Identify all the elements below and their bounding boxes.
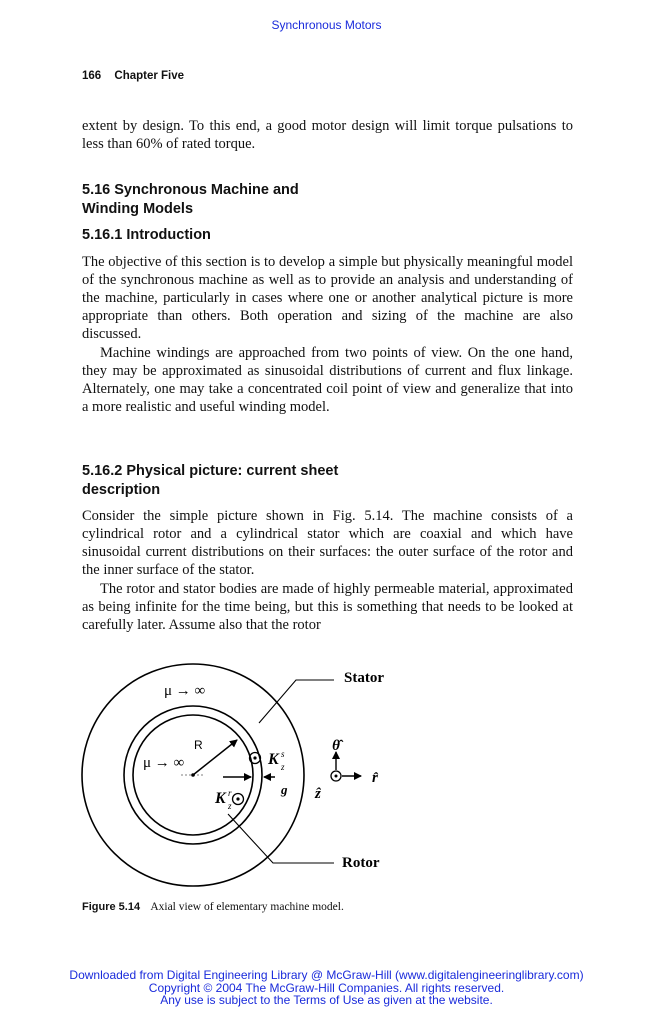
figure-caption-text: Axial view of elementary machine model. [150, 901, 344, 913]
z-axis-dot [335, 775, 338, 778]
page-header [82, 70, 184, 82]
rotor-current-label: K [215, 790, 226, 807]
section-heading-line: Winding Models [82, 200, 194, 217]
chapter-label: Chapter Five [114, 70, 185, 82]
page-number: 166 [82, 70, 102, 82]
rotor-permeability-label: μ → ∞ [143, 755, 185, 771]
footer-line-copyright[interactable]: Copyright © 2004 The McGraw-Hill Companies. All rights reserved. [148, 980, 505, 995]
footer-line-source[interactable]: Downloaded from Digital Engineering Library @ McGraw-Hill (www.digitalengineeringlibrary.com) [69, 968, 584, 982]
paragraph-introduction-2: Machine windings are approached from two points of view. On the one hand, they may be approximated as sinusoidal distributions of current and flux linkage. Alternately, one may take a concentrated coil point of view and generalize that into a more realistic and useful winding model. [82, 345, 573, 415]
rotor-current-subscript: z [228, 801, 232, 811]
stator-permeability-label: μ → ∞ [164, 683, 206, 699]
stator-leader-line [259, 680, 334, 723]
download-footer [0, 969, 653, 1007]
figure-caption [82, 901, 344, 913]
figure-5-14-diagram [78, 660, 398, 890]
rotor-label: Rotor [342, 855, 380, 871]
paragraph-continuation: extent by design. To this end, a good motor design will limit torque pulsations to less than 60% of rated torque. [82, 118, 573, 152]
paragraph-introduction-1: The objective of this section is to develop a simple but physically meaningful model of the synchronous machine as well as to provide an analysis and understanding of the machine, particularly in cases where one or another analytical picture is more appropriate than others. Both operation and sizing of the machine are also discussed. [82, 254, 573, 342]
subsection-heading-line: 5.16.2 Physical picture: current sheet [82, 463, 339, 479]
running-title: Synchronous Motors [271, 18, 382, 32]
section-heading-line: 5.16 Synchronous Machine and [82, 182, 299, 198]
stator-current-subscript: z [281, 762, 285, 772]
theta-axis-label: θ̂ [332, 738, 340, 754]
footer-line-terms[interactable]: Any use is subject to the Terms of Use as given at the website. [160, 993, 493, 1007]
gap-label: g [281, 782, 288, 797]
stator-current-label: K [268, 751, 279, 768]
stator-label: Stator [344, 670, 384, 686]
figure-caption-label: Figure 5.14 [82, 901, 141, 913]
z-axis-label: ẑ [315, 786, 321, 802]
paragraph-physical-picture-1: Consider the simple picture shown in Fig. 5.14. The machine consists of a cylindrical rotor and a cylindrical stator which are coaxial and which have sinusoidal current distributions on their surfaces: the outer surface of the rotor and the inner surface of the stator. [82, 508, 573, 578]
subsection-heading-5-16-2 [82, 462, 338, 499]
section-heading-5-16 [82, 181, 299, 218]
rotor-current-dot [236, 797, 239, 800]
radius-label: R [194, 738, 203, 752]
r-axis-label: r̂ [372, 770, 378, 786]
subsection-heading-line: description [82, 481, 161, 498]
stator-current-superscript: s [281, 749, 285, 759]
rotor-current-superscript: r [228, 788, 232, 798]
stator-current-dot [253, 756, 256, 759]
paragraph-physical-picture-2: The rotor and stator bodies are made of highly permeable material, approximated as being infinite for the time being, but this is something that needs to be looked at carefully later. Assume also that the rotor [82, 581, 573, 633]
subsection-heading-5-16-1: 5.16.1 Introduction [82, 227, 211, 243]
